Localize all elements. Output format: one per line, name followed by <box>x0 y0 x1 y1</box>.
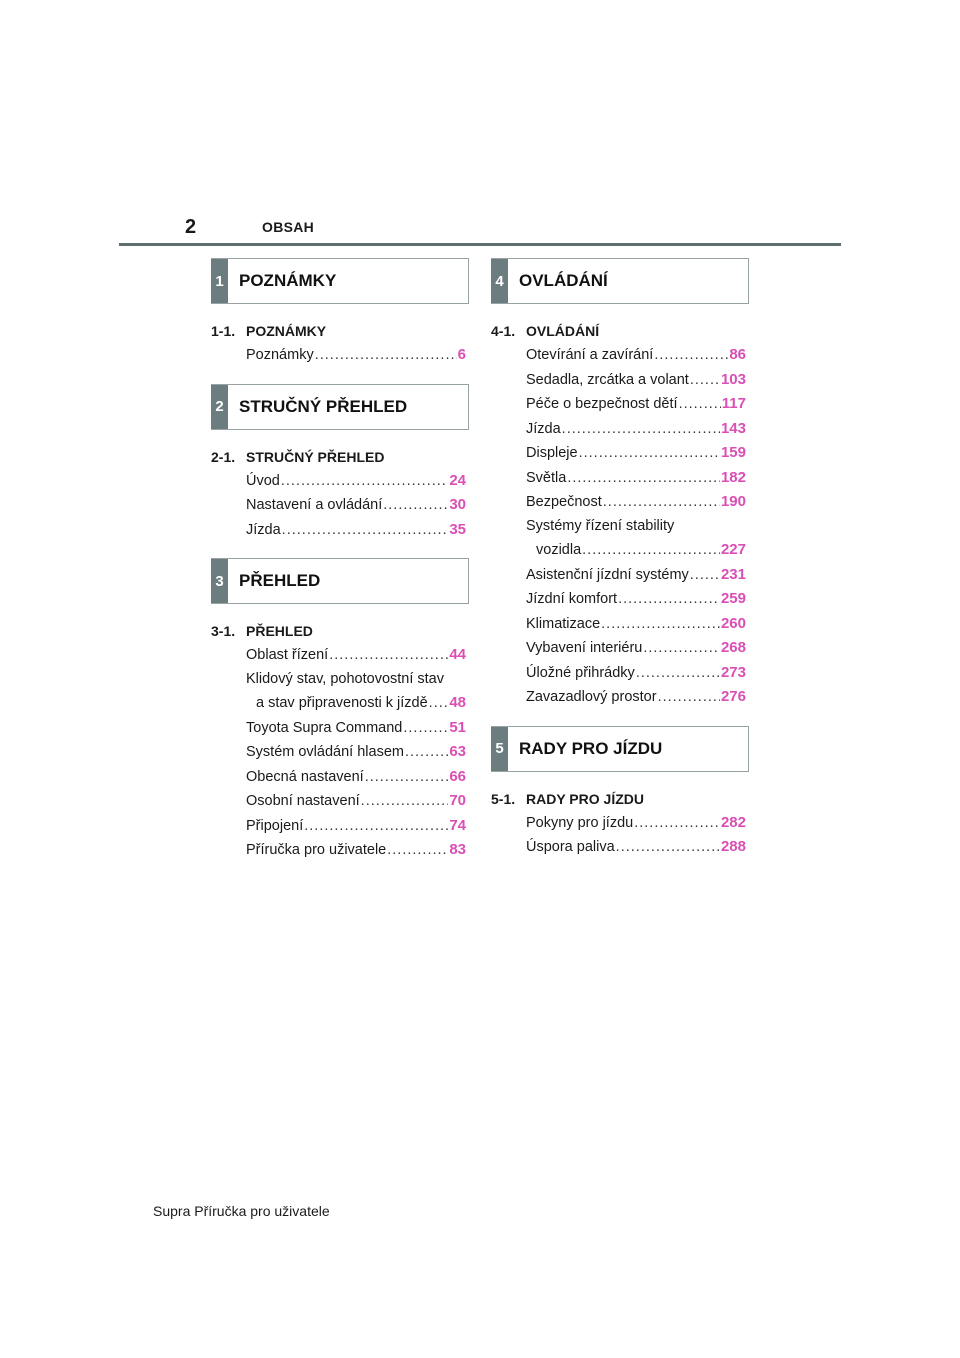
toc-chapter-block <box>491 304 749 710</box>
toc-chapter-block <box>211 430 469 543</box>
dot-leader <box>315 344 457 368</box>
toc-entry-label: a stav připravenosti k jízdě <box>256 695 428 711</box>
dot-leader <box>304 815 448 839</box>
toc-entry-label: Otevírání a zavírání <box>526 347 654 363</box>
dot-leader <box>690 369 720 393</box>
toc-entry[interactable] <box>491 417 746 442</box>
toc-entry-label: Úložné přihrádky <box>526 664 635 681</box>
section-header <box>211 258 469 304</box>
section-header <box>211 558 469 604</box>
toc-entry-label: Poznámky <box>246 347 314 363</box>
toc-chapter-block <box>491 772 749 860</box>
toc-entry-page: 117 <box>721 395 746 412</box>
dot-leader <box>562 418 720 442</box>
dot-leader <box>654 344 728 368</box>
toc-entry-multiline[interactable] <box>211 668 469 716</box>
toc-entry[interactable] <box>211 343 466 368</box>
toc-entry-page: 231 <box>720 565 746 583</box>
toc-entry-label: vozidla <box>536 542 582 558</box>
toc-entry-page: 227 <box>720 541 746 558</box>
section-number: 5 <box>491 727 508 771</box>
dot-leader <box>643 637 720 661</box>
toc-entry-page: 103 <box>720 370 746 388</box>
toc-entry[interactable] <box>211 838 466 863</box>
dot-leader <box>383 494 448 518</box>
toc-entry-label: Jízdní komfort <box>526 591 618 607</box>
section-header <box>211 384 469 430</box>
toc-entry[interactable] <box>211 493 466 518</box>
toc-entry[interactable] <box>491 811 746 836</box>
toc-entry-label: Příručka pro uživatele <box>246 842 387 858</box>
toc-entry-label: Jízda <box>246 521 281 538</box>
chapter-code: 1-1. <box>211 323 236 339</box>
dot-leader <box>603 491 720 515</box>
chapter-heading[interactable] <box>491 320 749 343</box>
chapter-code: 4-1. <box>491 323 516 339</box>
dot-leader <box>282 519 449 543</box>
dot-leader <box>365 766 449 790</box>
dot-leader <box>405 741 448 765</box>
toc-entry-label: Sedadla, zrcátka a volant <box>526 371 689 388</box>
chapter-code: 3-1. <box>211 623 236 639</box>
toc-entry <box>491 538 746 563</box>
dot-leader <box>582 539 720 563</box>
toc-entry[interactable] <box>211 469 466 494</box>
page-header-title: OBSAH <box>262 219 315 235</box>
toc-entry-page: 51 <box>449 718 466 736</box>
toc-entry-label: Asistenční jízdní systémy <box>526 566 689 583</box>
dot-leader <box>634 812 720 836</box>
dot-leader <box>579 442 720 466</box>
toc-entry-label: Připojení <box>246 817 304 834</box>
toc-entry[interactable] <box>491 563 746 588</box>
dot-leader <box>636 662 720 686</box>
toc-entry-page: 273 <box>720 663 746 681</box>
chapter-title: POZNÁMKY <box>246 323 327 339</box>
dot-leader <box>361 790 449 814</box>
toc-entry-page: 276 <box>720 688 746 705</box>
toc-entry[interactable] <box>491 343 746 368</box>
chapter-heading[interactable] <box>211 446 469 469</box>
dot-leader <box>281 470 448 494</box>
toc-entry-label: Světla <box>526 469 567 486</box>
toc-entry-page: 143 <box>720 419 746 437</box>
toc-entry-label: Jízda <box>526 420 561 437</box>
toc-entry[interactable] <box>211 740 466 765</box>
toc-entry-label-line1: Klidový stav, pohotovostní stav <box>246 670 445 687</box>
section-number: 4 <box>491 259 508 303</box>
toc-entry-label: Bezpečnost <box>526 494 602 510</box>
toc-entry-page: 288 <box>720 838 746 855</box>
section-number: 1 <box>211 259 228 303</box>
toc-entry-page: 35 <box>449 520 466 538</box>
chapter-code: 5-1. <box>491 790 516 807</box>
toc-entry-label: Úspora paliva <box>526 839 615 855</box>
toc-entry-page: 182 <box>720 468 746 486</box>
section-gap <box>211 368 469 384</box>
page-footer: Supra Příručka pro uživatele <box>153 1203 330 1219</box>
toc-entry[interactable] <box>211 765 466 790</box>
header-rule <box>119 243 841 246</box>
toc-entry[interactable] <box>211 716 466 741</box>
toc-entry-label: Nastavení a ovládání <box>246 497 383 513</box>
toc-entry-multiline[interactable] <box>491 515 749 563</box>
page-number: 2 <box>185 216 197 238</box>
toc-entry[interactable] <box>491 587 746 612</box>
toc-entry[interactable] <box>211 814 466 839</box>
section-number: 3 <box>211 559 228 603</box>
toc-entry-page: 159 <box>720 444 746 461</box>
chapter-heading[interactable] <box>211 320 469 343</box>
chapter-title: STRUČNÝ PŘEHLED <box>246 448 385 465</box>
toc-entry-page: 66 <box>449 767 466 785</box>
toc-entry[interactable] <box>491 466 746 491</box>
toc-entry-label: Péče o bezpečnost dětí <box>526 396 678 412</box>
section-gap <box>491 710 749 726</box>
toc-entry-page: 44 <box>449 646 466 663</box>
dot-leader <box>567 467 720 491</box>
section-header <box>491 258 749 304</box>
toc-entry-page: 83 <box>449 841 466 858</box>
toc-entry-page: 48 <box>449 694 466 711</box>
dot-leader <box>690 564 720 588</box>
toc-entry[interactable] <box>491 490 746 515</box>
toc-left-column <box>211 258 469 863</box>
toc-entry-label: Pokyny pro jízdu <box>526 814 634 831</box>
section-title: PŘEHLED <box>239 571 321 590</box>
toc-entry-label: Oblast řízení <box>246 647 329 663</box>
chapter-heading[interactable] <box>491 788 749 811</box>
toc-entry-page: 260 <box>720 614 746 632</box>
toc-entry-label: Vybavení interiéru <box>526 640 643 656</box>
chapter-title: OVLÁDÁNÍ <box>526 323 600 339</box>
dot-leader <box>429 692 449 716</box>
dot-leader <box>679 393 721 417</box>
section-title: OVLÁDÁNÍ <box>519 271 608 290</box>
toc-entry-page: 74 <box>449 816 466 834</box>
toc-entry-page: 86 <box>729 346 746 363</box>
dot-leader <box>616 836 720 860</box>
dot-leader <box>329 644 448 668</box>
toc-entry[interactable] <box>211 789 466 814</box>
toc-entry-label: Displeje <box>526 445 578 461</box>
section-title: STRUČNÝ PŘEHLED <box>239 396 408 416</box>
toc-entry-page: 63 <box>449 743 466 760</box>
toc-entry <box>211 691 466 716</box>
toc-entry-page: 6 <box>457 346 466 363</box>
toc-entry-page: 190 <box>720 493 746 510</box>
toc-entry[interactable] <box>491 612 746 637</box>
toc-entry[interactable] <box>211 518 466 543</box>
toc-entry[interactable] <box>211 643 466 668</box>
toc-entry-page: 24 <box>449 471 466 489</box>
toc-entry[interactable] <box>491 661 746 686</box>
toc-entry-page: 70 <box>449 792 466 809</box>
toc-entry-page: 282 <box>720 813 746 831</box>
toc-entry-page: 30 <box>449 496 466 513</box>
toc-entry-label: Obecná nastavení <box>246 768 364 785</box>
dot-leader <box>618 588 720 612</box>
toc-entry-label: Úvod <box>246 472 280 489</box>
chapter-code: 2-1. <box>211 448 236 465</box>
toc-entry[interactable] <box>491 636 746 661</box>
toc-entry[interactable] <box>491 392 746 417</box>
toc-entry[interactable] <box>491 685 746 710</box>
section-title: POZNÁMKY <box>239 271 337 290</box>
dot-leader <box>658 686 720 710</box>
chapter-title: PŘEHLED <box>246 623 313 639</box>
dot-leader <box>387 839 448 863</box>
toc-entry-label: Osobní nastavení <box>246 793 360 809</box>
toc-entry[interactable] <box>491 441 746 466</box>
dot-leader <box>403 717 448 741</box>
toc-entry-label: Systém ovládání hlasem <box>246 744 404 760</box>
section-number: 2 <box>211 385 228 429</box>
toc-entry[interactable] <box>491 368 746 393</box>
chapter-heading[interactable] <box>211 620 469 643</box>
chapter-title: RADY PRO JÍZDU <box>526 790 644 807</box>
toc-chapter-block <box>211 604 469 863</box>
toc-entry-label-line1: Systémy řízení stability <box>526 517 675 534</box>
section-gap <box>211 542 469 558</box>
dot-leader <box>601 613 720 637</box>
section-title: RADY PRO JÍZDU <box>519 738 663 758</box>
toc-entry-label: Zavazadlový prostor <box>526 689 657 705</box>
toc-entry-label: Klimatizace <box>526 615 601 632</box>
toc-chapter-block <box>211 304 469 368</box>
toc-entry-page: 268 <box>720 639 746 656</box>
toc-entry-page: 259 <box>720 590 746 607</box>
section-header <box>491 726 749 772</box>
toc-entry-label: Toyota Supra Command <box>246 719 403 736</box>
toc-right-column <box>491 258 749 860</box>
toc-entry[interactable] <box>491 835 746 860</box>
